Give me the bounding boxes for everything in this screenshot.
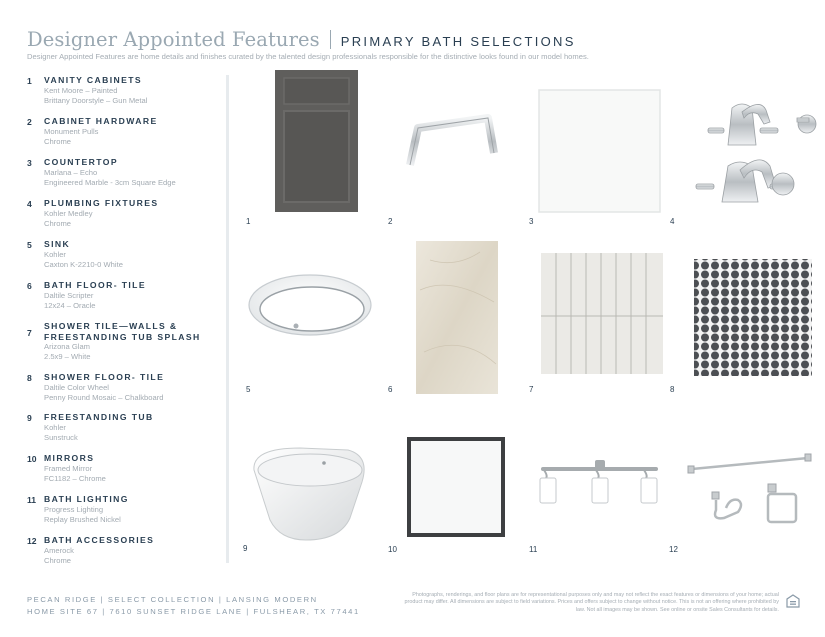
- photo-shower-wall-tile: [541, 253, 663, 374]
- footer-line-community: PECAN RIDGE | SELECT COLLECTION | LANSING MODERN: [27, 595, 318, 604]
- photo-vanity-light: [540, 460, 658, 503]
- item-name: MIRRORS: [44, 453, 95, 463]
- photo-vanity-cabinet-door: [275, 70, 358, 212]
- item-number: 1: [27, 76, 32, 86]
- item-number: 7: [27, 328, 32, 338]
- item-detail: Arizona Glam: [44, 342, 91, 351]
- photo-freestanding-tub: [254, 448, 364, 540]
- item-detail: Chrome: [44, 136, 72, 146]
- item-detail: Monument Pulls: [44, 126, 99, 136]
- item-number: 11: [27, 495, 37, 505]
- footer-disclaimer: Photographs, renderings, and floor plans are for representational purposes only and may not reflect the exact features or dimensions of your home; actual product may differ. All dimensions are subject to field variations. Prices and offers subject to change without notice. This is not an offering where prohibited by law. Not all images may be shown. See online or onsite Sales Consultants for details.: [404, 592, 779, 613]
- item-detail: Chrome: [44, 555, 72, 565]
- item-name: COUNTERTOP: [44, 157, 119, 167]
- item-detail: Kohler: [44, 249, 66, 259]
- item-number: 8: [27, 373, 32, 383]
- item-name: PLUMBING FIXTURES: [44, 198, 159, 208]
- page-subtitle: PRIMARY BATH SELECTIONS: [340, 34, 576, 49]
- item-detail: Daltile Scripter: [44, 290, 94, 300]
- item-name: CABINET HARDWARE: [44, 116, 158, 126]
- item-detail: 12x24 – Oracle: [44, 300, 96, 310]
- photo-countertop-sample: [539, 90, 660, 212]
- item-name: BATH FLOOR- TILE: [44, 280, 146, 290]
- photo-plumbing-fixtures: [696, 104, 816, 202]
- item-detail: Kent Moore – Painted: [44, 85, 118, 95]
- item-detail: Engineered Marble - 3cm Square Edge: [44, 177, 176, 187]
- photo-undermount-sink: [249, 275, 371, 335]
- item-detail: Replay Brushed Nickel: [44, 514, 121, 524]
- item-detail: Amerock: [44, 545, 74, 555]
- item-number: 4: [27, 199, 32, 209]
- page-title: Designer Appointed Features: [27, 28, 320, 51]
- item-name-line: FREESTANDING TUB SPLASH: [44, 331, 201, 342]
- item-name: BATH LIGHTING: [44, 494, 129, 504]
- item-detail: Marlana – Echo: [44, 167, 98, 177]
- photo-number: 6: [388, 385, 393, 394]
- item-number: 12: [27, 536, 37, 546]
- photo-framed-mirror: [407, 437, 505, 537]
- item-detail: FC1182 – Chrome: [44, 473, 106, 483]
- photo-floor-tile: [416, 241, 498, 394]
- item-name-line: SHOWER TILE—WALLS &: [44, 321, 178, 331]
- photo-bath-accessories: [688, 454, 811, 522]
- photo-number: 3: [529, 217, 534, 226]
- item-number: 10: [27, 454, 37, 464]
- item-detail: Kohler: [44, 422, 66, 432]
- item-number: 9: [27, 413, 32, 423]
- item-detail: Chrome: [44, 218, 72, 228]
- photo-number: 9: [243, 544, 248, 553]
- item-name: BATH ACCESSORIES: [44, 535, 155, 545]
- item-number: 5: [27, 240, 32, 250]
- photo-number: 5: [246, 385, 251, 394]
- item-detail: Kohler Medley: [44, 208, 93, 218]
- item-detail: Caxton K-2210-0 White: [44, 259, 123, 269]
- photo-number: 7: [529, 385, 534, 394]
- item-detail: Progress Lighting: [44, 504, 104, 514]
- item-number: 6: [27, 281, 32, 291]
- photo-number: 12: [669, 545, 678, 554]
- item-detail: 2.5x9 – White: [44, 352, 91, 362]
- photo-number: 1: [246, 217, 251, 226]
- footer-line-address: HOME SITE 67 | 7610 SUNSET RIDGE LANE | FULSHEAR, TX 77441: [27, 606, 360, 616]
- photo-number: 2: [388, 217, 393, 226]
- item-detail: Framed Mirror: [44, 463, 93, 473]
- photo-number: 10: [388, 545, 397, 554]
- item-name: SINK: [44, 239, 71, 249]
- photo-number: 11: [529, 545, 538, 554]
- item-detail: Daltile Color Wheel: [44, 382, 109, 392]
- photo-number: 4: [670, 217, 675, 226]
- item-number: 2: [27, 117, 32, 127]
- photo-number: 8: [670, 385, 675, 394]
- photo-cabinet-pull: [410, 118, 494, 165]
- photo-penny-round-mosaic: [694, 259, 812, 376]
- item-number: 3: [27, 158, 32, 168]
- item-detail: Penny Round Mosaic – Chalkboard: [44, 392, 164, 402]
- item-detail: Brittany Doorstyle – Gun Metal: [44, 95, 148, 105]
- item-name: VANITY CABINETS: [44, 75, 143, 85]
- item-detail: Sunstruck: [44, 432, 78, 442]
- intro-text: Designer Appointed Features are home details and finishes curated by the talented design professionals responsible for the distinctive looks found in our model homes.: [27, 52, 589, 61]
- item-name: FREESTANDING TUB: [44, 412, 154, 422]
- item-name: SHOWER FLOOR- TILE: [44, 372, 165, 382]
- footer-community-info: [27, 594, 360, 617]
- equal-housing-icon: [786, 594, 800, 608]
